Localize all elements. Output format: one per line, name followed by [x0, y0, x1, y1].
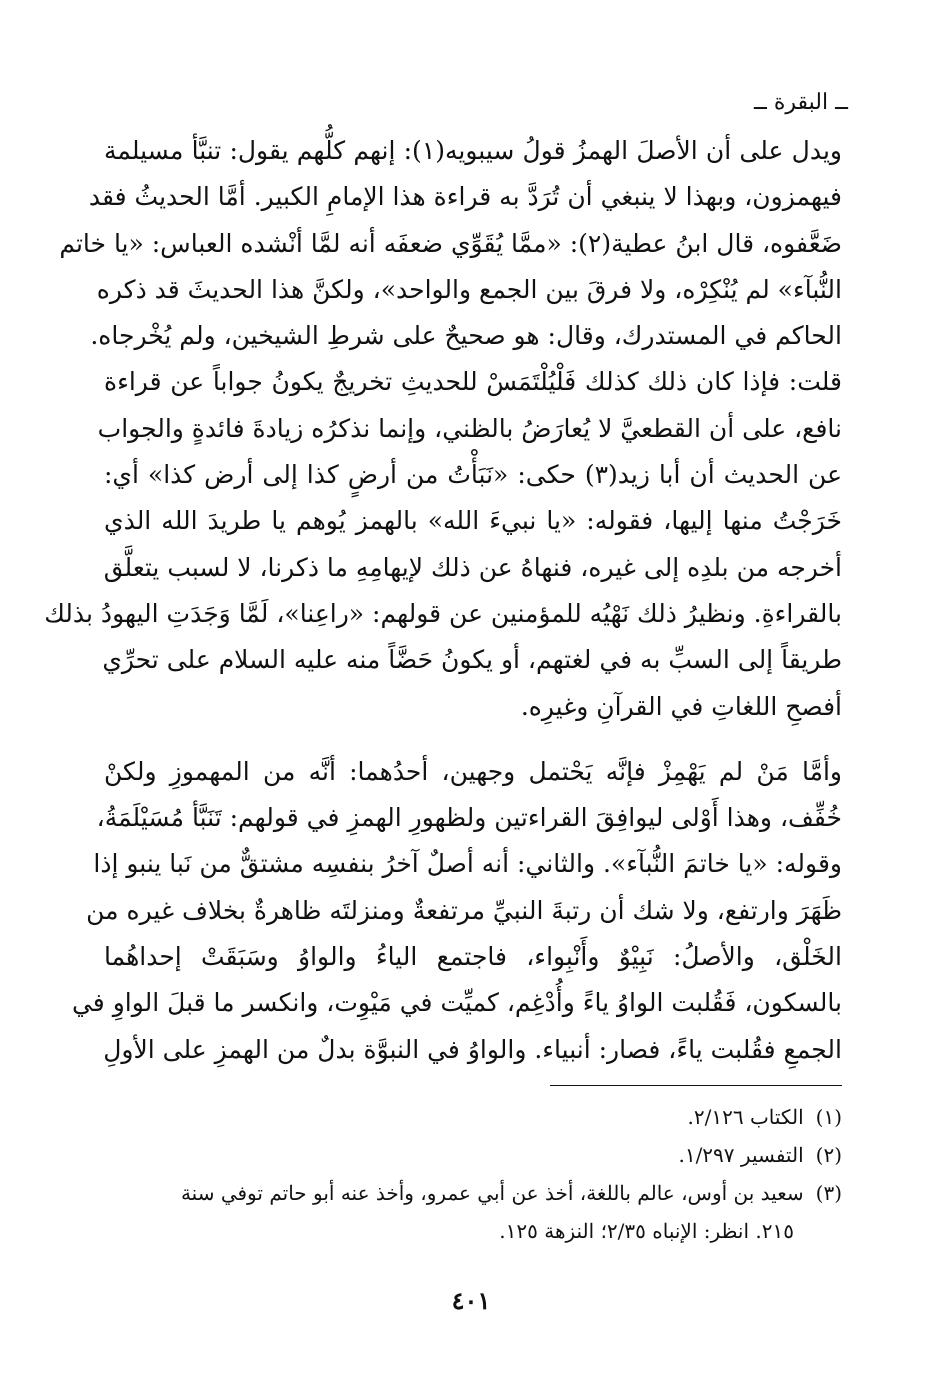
text-line: طريقاً إلى السبِّ به في لغتهم، أو يكونُ حَضَّاً منه عليه السلام على تحرِّي [102, 645, 842, 675]
text-line: الجمعِ فقُلبت ياءً، فصار: أنبياء. والواوُ في النبوَّة بدلٌ من الهمزِ على الأولِ [103, 1034, 842, 1064]
text-line: أفصحِ اللغاتِ في القرآنِ وغيرِه. [520, 691, 842, 721]
text-line: ويدل على أن الأصلَ الهمزُ قولُ سيبويه(١): إنهم كلُّهم يقول: تنبَّأ مسيلمة [104, 136, 842, 165]
footnote-number: (١) [815, 1105, 842, 1129]
text-line: خَرَجْتُ منها إليها، فقوله: «يا نبيءَ الله» بالهمز يُوهم يا طريدَ الله الذي [104, 506, 842, 536]
text-line: خُفِّف، وهذا أَوْلى ليوافِقَ القراءتين ولظهورِ الهمزِ في قولهم: تَنَبَّأ مُسَيْلَمَةُ، [96, 803, 842, 833]
page-number: ٤٠١ [451, 1286, 491, 1315]
footnote-2 [104, 1136, 842, 1174]
running-header: ــ البقرة ــ [753, 90, 848, 115]
footnote-3-continuation: ٢١٥. انظر: الإنباه ٢/٣٥؛ النزهة ١٢٥. [499, 1219, 794, 1243]
text-line: وأمَّا مَنْ لم يَهْمِزْ فإنَّه يَحْتمل وجهين، أحدُهما: أنَّه من المهموزِ ولكنْ [104, 756, 842, 786]
footnote-number: (٢) [815, 1143, 842, 1167]
text-line: ظَهَرَ وارتفع، ولا شك أن رتبةَ النبيِّ مرتفعةٌ ومنزلتَه ظاهرةٌ بخلاف غيره من [86, 895, 842, 925]
text-line: قلت: فإذا كان ذلك كذلك فَلْيُلْتَمَسْ للحديثِ تخريجٌ يكونُ جواباً عن قراءة [104, 367, 842, 397]
text-line: بالقراءةِ. ونظيرُ ذلك نَهْيُه للمؤمنين عن قولهم: «راعِنا»، لَمَّا وَجَدَتِ اليهودُ بذلك [44, 598, 842, 628]
text-line: فيهمزون، وبهذا لا ينبغي أن تُرَدَّ به قراءة هذا الإمامِ الكبير. أمَّا الحديثُ فقد [88, 182, 842, 212]
text-line: الخَلْق، والأصلُ: نَبِيْوٌ وأَنْبِواء، فاجتمع الياءُ والواوُ وسَبَقَتْ إحداهُما [104, 942, 842, 972]
text-line: أخرجه من بلدِه إلى غيره، فنهاهُ عن ذلك لإيهامِهِ ما ذكرنا، لا لسبب يتعلَّق [103, 552, 842, 582]
footnote-1 [104, 1098, 842, 1136]
text-line: الحاكم في المستدرك، وقال: هو صحيحٌ على شرطِ الشيخين، ولم يُخْرجاه. [90, 321, 842, 351]
footnote-text: التفسير ١/٢٩٧. [678, 1143, 804, 1167]
footnote-divider [550, 1085, 842, 1086]
main-text [44, 128, 842, 1073]
footnote-3 [104, 1174, 842, 1212]
text-line: النُّبآء» لم يُنْكِرْه، ولا فرقَ بين الجمع والواحد»، ولكنَّ هذا الحديثَ قد ذكره [96, 274, 842, 304]
text-line: وقوله: «يا خاتمَ النُّبآء». والثاني: أنه أصلٌ آخرُ بنفسِه مشتقٌّ من نَبا ينبو إذا [93, 849, 842, 879]
footnote-number: (٣) [815, 1181, 842, 1205]
paragraph-2 [71, 749, 842, 1073]
footnote-text: الكتاب ٢/١٢٦. [687, 1105, 804, 1129]
footnote-text: سعيد بن أوس، عالم باللغة، أخذ عن أبي عمرو، وأخذ عنه أبو حاتم توفي سنة [180, 1181, 804, 1205]
footnotes [104, 1098, 842, 1250]
text-line: عن الحديث أن أبا زيد(٣) حكى: «نَبَأْتُ من أرضٍ كذا إلى أرض كذا» أي: [104, 460, 842, 490]
text-line: بالسكون، فَقُلبت الواوُ ياءً وأُدْغِم، كميِّت في مَيْوِت، وانكسر ما قبلَ الواوِ في [71, 988, 842, 1018]
text-line: نافع، على أن القطعيَّ لا يُعارَضُ بالظني، وإنما نذكرُه زيادةَ فائدةٍ والجواب [97, 413, 842, 443]
paragraph-gap [104, 730, 842, 749]
text-line: ضَعَّفوه، قال ابنُ عطية(٢): «ممَّا يُقَوِّي ضعفَه أنه لمَّا أنْشده العباس: «يا خاتم [59, 228, 842, 258]
paragraph-1 [44, 128, 842, 730]
